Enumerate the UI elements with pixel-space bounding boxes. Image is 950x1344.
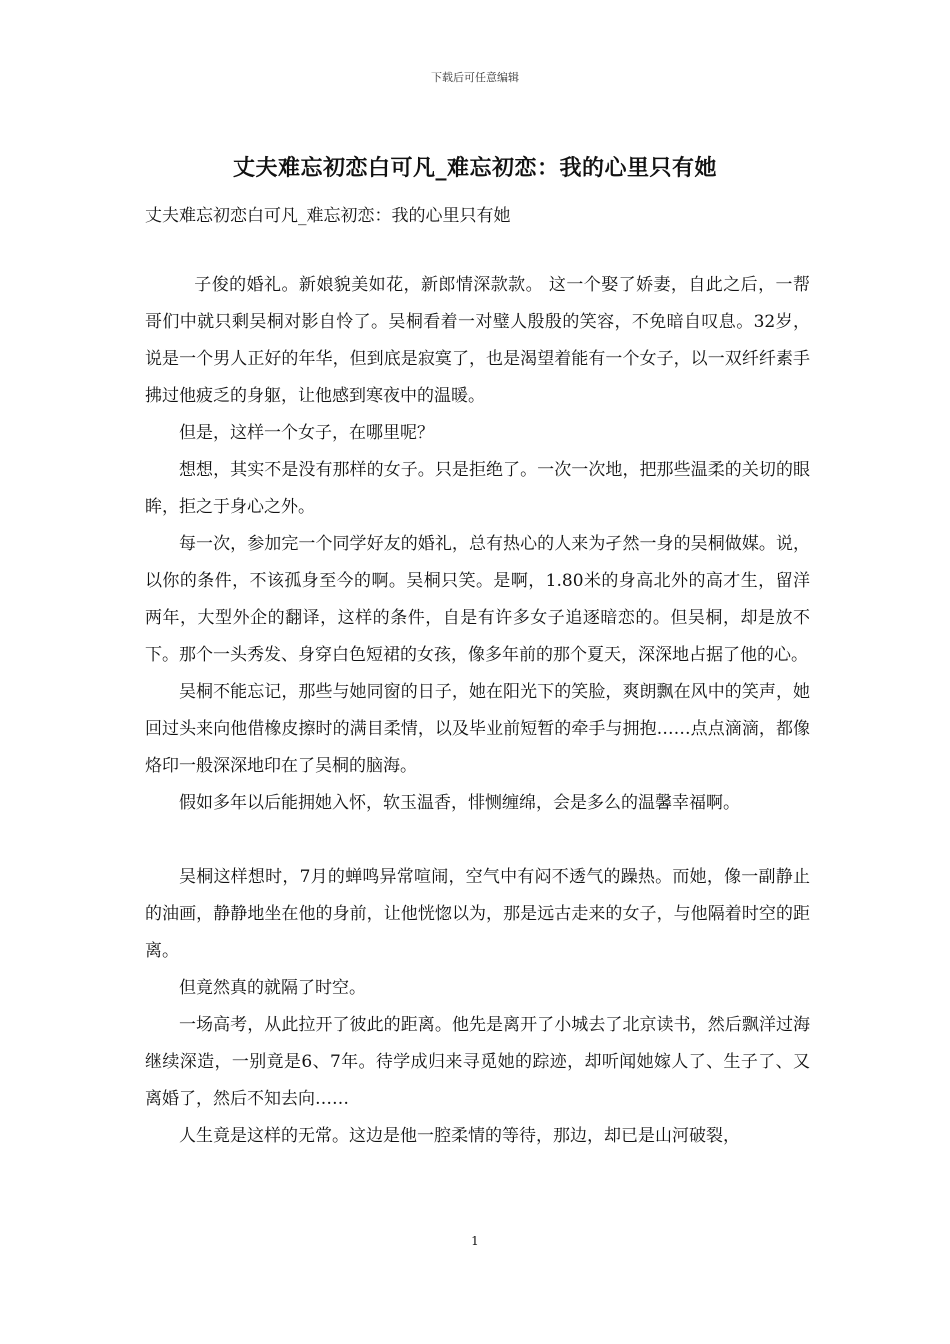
- paragraph-8: 但竟然真的就隔了时空。: [179, 978, 366, 998]
- paragraph-4: 每一次，参加完一个同学好友的婚礼，总有热心的人来为孑然一身的吴桐做媒。说，以你的条件，不该孤身至今的啊。吴桐只笑。是啊，1.80米的身高北外的高才生，留洋两年，大型外企的翻译，这样的条件，自是有许多女子追逐暗恋的。但吴桐，却是放不下。那个一头秀发、身穿白色短裙的女孩，像多年前的那个夏天，深深地占据了他的心。: [145, 534, 810, 665]
- paragraph-7: 吴桐这样想时，7月的蝉鸣异常喧闹，空气中有闷不透气的躁热。而她，像一副静止的油画，静静地坐在他的身前，让他恍惚以为，那是远古走来的女子，与他隔着时空的距离。: [145, 867, 810, 961]
- blank-line: [145, 822, 810, 859]
- document-body: [145, 267, 810, 1155]
- paragraph-5: 吴桐不能忘记，那些与她同窗的日子，她在阳光下的笑脸，爽朗飘在风中的笑声，她回过头来向他借橡皮擦时的满目柔情，以及毕业前短暂的牵手与拥抱……点点滴滴，都像烙印一般深深地印在了吴桐的脑海。: [145, 682, 810, 776]
- paragraph-2: 但是，这样一个女子，在哪里呢？: [179, 423, 434, 443]
- paragraph-3: 想想，其实不是没有那样的女子。只是拒绝了。一次一次地，把那些温柔的关切的眼眸，拒之于身心之外。: [145, 460, 810, 517]
- paragraph-6: 假如多年以后能拥她入怀，软玉温香，悱恻缠绵，会是多么的温馨幸福啊。: [179, 793, 740, 813]
- document-subtitle: 丈夫难忘初恋白可凡_难忘初恋：我的心里只有她: [145, 206, 511, 226]
- paragraph-9: 一场高考，从此拉开了彼此的距离。他先是离开了小城去了北京读书，然后飘洋过海继续深造，一别竟是6、7年。待学成归来寻觅她的踪迹，却听闻她嫁人了、生子了、又离婚了，然后不知去向……: [145, 1015, 810, 1109]
- header-note: 下载后可任意编辑: [431, 71, 519, 84]
- document-title: 丈夫难忘初恋白可凡_难忘初恋：我的心里只有她: [232, 155, 717, 181]
- paragraph-10: 人生竟是这样的无常。这边是他一腔柔情的等待，那边，却已是山河破裂，: [179, 1126, 740, 1146]
- page-number: 1: [471, 1234, 479, 1248]
- paragraph-1: 子俊的婚礼。新娘貌美如花，新郎情深款款。 这一个娶了娇妻，自此之后，一帮哥们中就只剩吴桐对影自怜了。吴桐看着一对璧人殷殷的笑容，不免暗自叹息。32岁，说是一个男人正好的年华，但到底是寂寞了，也是渴望着能有一个女子，以一双纤纤素手拂过他疲乏的身躯，让他感到寒夜中的温暖。: [145, 275, 810, 406]
